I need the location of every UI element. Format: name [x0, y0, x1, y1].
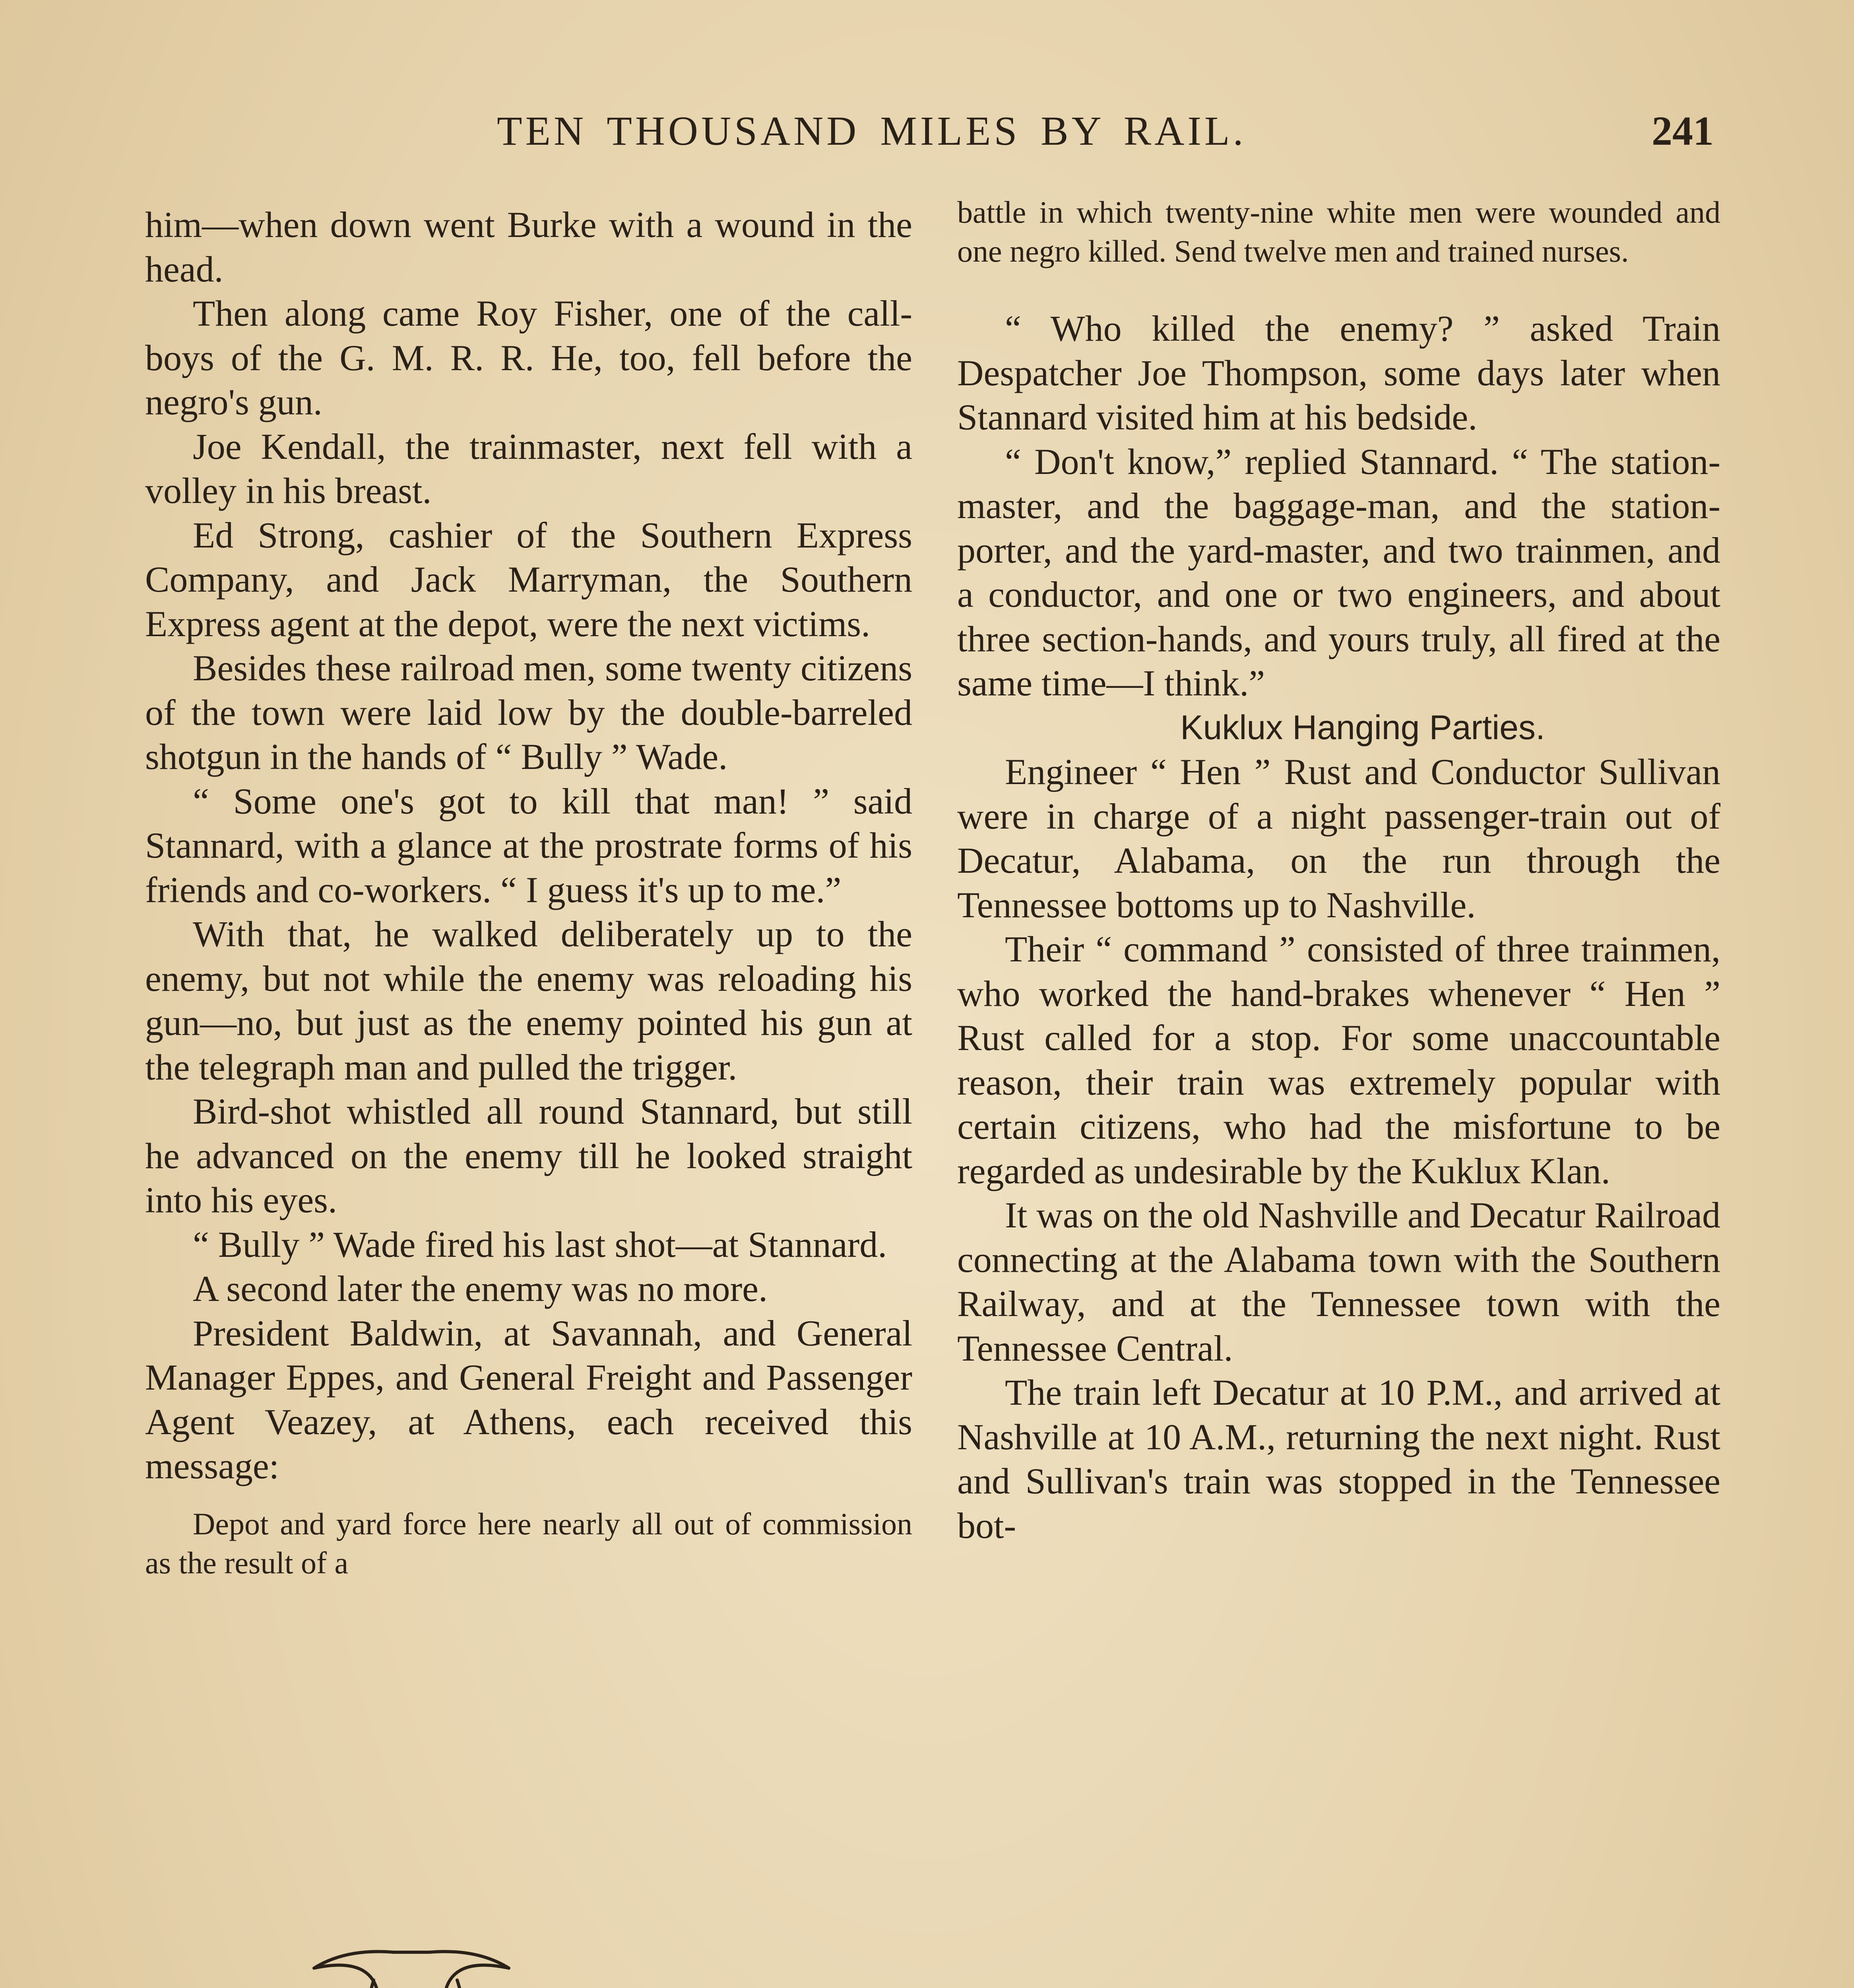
- paragraph: “ Bully ” Wade fired his last shot—at Stannard.: [193, 1224, 887, 1265]
- paragraph: Engineer “ Hen ” Rust and Conductor Sullivan were in charge of a night passenger-train out of Decatur, Alabama, on the run through the Tennessee bottoms up to Nashville.: [957, 751, 1720, 925]
- paragraph: The train left Decatur at 10 P.M., and arrived at Nashville at 10 A.M., returning the next night. Rust and Sullivan's train was stopped in the Tennessee bot-: [957, 1372, 1720, 1546]
- paragraph: Then along came Roy Fisher, one of the call-boys of the G. M. R. R. He, too, fell before the negro's gun.: [145, 293, 912, 422]
- illustration: [135, 1853, 1733, 1988]
- paragraph: “ Who killed the enemy? ” asked Train Despatcher Joe Thompson, some days later when Stannard visited him at his bedside.: [957, 308, 1720, 437]
- telegram-quote: Depot and yard force here nearly all out of commission as the result of a: [145, 1506, 912, 1580]
- paragraph: A second later the enemy was no more.: [193, 1268, 768, 1309]
- paragraph: It was on the old Nashville and Decatur Railroad connecting at the Alabama town with the Southern Railway, and at the Tennessee town with the Tennessee Central.: [957, 1195, 1720, 1369]
- paragraph: Ed Strong, cashier of the Southern Express Company, and Jack Marryman, the Southern Express agent at the depot, were the next victims.: [145, 514, 912, 644]
- paragraph: Joe Kendall, the trainmaster, next fell with a volley in his breast.: [145, 426, 912, 511]
- paragraph: “ Don't know,” replied Stannard. “ The station-master, and the baggage-man, and the station-porter, and the yard-master, and two trainmen, and a conductor, and one or two engineers, and about three section-hands, and yours truly, all fired at the same time—I think.”: [957, 441, 1720, 703]
- paragraph: “ Some one's got to kill that man! ” said Stannard, with a glance at the prostrate forms of his friends and co-workers. “ I guess it's up to me.”: [145, 780, 912, 910]
- left-column: [145, 203, 912, 1582]
- section-heading: Kuklux Hanging Parties.: [1180, 708, 1545, 747]
- paragraph: Their “ command ” consisted of three trainmen, who worked the hand-brakes whenever “ Hen ” Rust called for a stop. For some unaccountable reason, their train was extremely popular with certain citizens, who had the misfortune to be regarded as undesirable by the Kuklux Klan.: [957, 929, 1720, 1191]
- page-number: 241: [1652, 108, 1714, 154]
- seated-man-figure: [212, 1951, 527, 1988]
- running-head: TEN THOUSAND MILES BY RAIL.: [497, 108, 1247, 154]
- paragraph: him—when down went Burke with a wound in the head.: [145, 204, 912, 289]
- paragraph: With that, he walked deliberately up to the enemy, but not while the enemy was reloading his gun—no, but just as the enemy pointed his gun at the telegraph man and pulled the trigger.: [145, 914, 912, 1087]
- telegram-quote-continued: battle in which twenty-nine white men were wounded and one negro killed. Send twelve men and trained nurses.: [957, 195, 1720, 268]
- paragraph: Bird-shot whistled all round Stannard, but still he advanced on the enemy till he looked straight into his eyes.: [145, 1091, 912, 1220]
- paragraph: President Baldwin, at Savannah, and General Manager Eppes, and General Freight and Passenger Agent Veazey, at Athens, each received this message:: [145, 1312, 912, 1486]
- right-column: [957, 195, 1720, 1548]
- paragraph: Besides these railroad men, some twenty citizens of the town were laid low by the double-barreled shotgun in the hands of “ Bully ” Wade.: [145, 648, 912, 777]
